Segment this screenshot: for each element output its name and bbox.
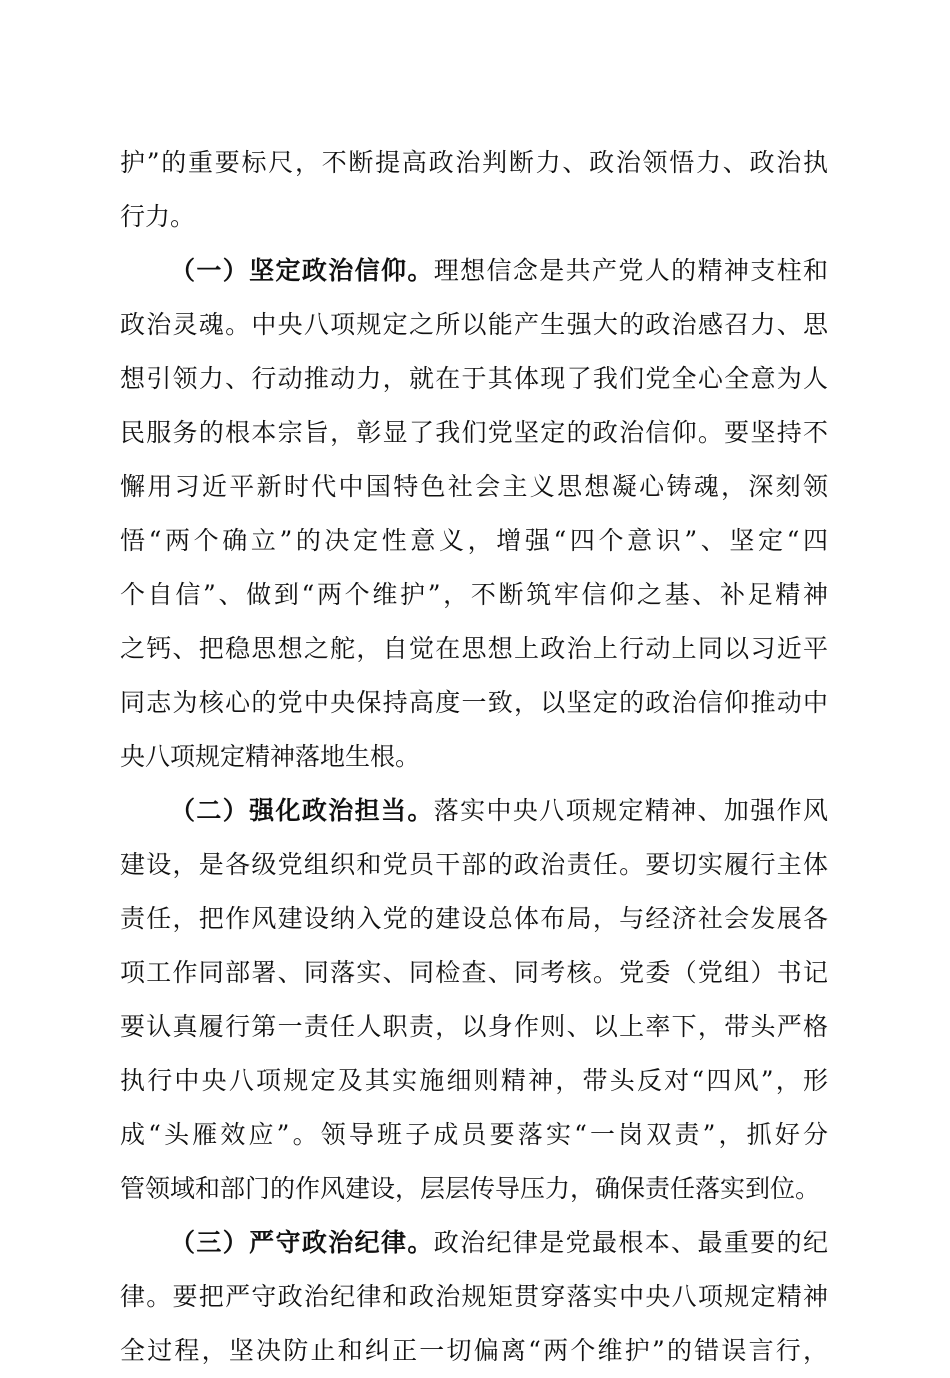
section-heading: （三）严守政治纪律。 [170,1228,434,1257]
text-span: 落实中央八项规定精神、加强作风 [433,796,828,825]
text-line: 民服务的根本宗旨，彰显了我们党坚定的政治信仰。要坚持不 [120,418,828,447]
text-line: 责任，把作风建设纳入党的建设总体布局，与经济社会发展各 [120,904,828,933]
text-span: 政治纪律是党最根本、最重要的纪 [433,1228,828,1257]
text-line: 管领域和部门的作风建设，层层传导压力，确保责任落实到位。 [120,1174,821,1203]
text-line: 要认真履行第一责任人职责，以身作则、以上率下，带头严格 [120,1012,828,1041]
text-line: 执行中央八项规定及其实施细则精神，带头反对“四风”，形 [120,1066,828,1095]
paragraph-first-line [120,784,828,838]
section-heading: （一）坚定政治信仰。 [170,256,434,285]
section-heading: （二）强化政治担当。 [170,796,434,825]
text-line: 护”的重要标尺，不断提高政治判断力、政治领悟力、政治执 [120,148,828,177]
text-line: 政治灵魂。中央八项规定之所以能产生强大的政治感召力、思 [120,310,828,339]
text-line: 之钙、把稳思想之舵，自觉在思想上政治上行动上同以习近平 [120,634,828,663]
text-line: 建设，是各级党组织和党员干部的政治责任。要切实履行主体 [120,850,828,879]
text-line: 行力。 [120,202,196,231]
paragraph-first-line [120,1216,828,1270]
paragraph-first-line [120,244,828,298]
text-span: 理想信念是共产党人的精神支柱和 [433,256,828,285]
text-line: 项工作同部署、同落实、同检查、同考核。党委（党组）书记 [120,958,828,987]
body-text [120,136,828,1378]
text-line: 央八项规定精神落地生根。 [120,742,421,771]
text-line: 懈用习近平新时代中国特色社会主义思想凝心铸魂，深刻领 [120,472,828,501]
text-line: 个自信”、做到“两个维护”，不断筑牢信仰之基、补足精神 [120,580,828,609]
text-line: 律。要把严守政治纪律和政治规矩贯穿落实中央八项规定精神 [120,1282,828,1311]
text-line: 想引领力、行动推动力，就在于其体现了我们党全心全意为人 [120,364,828,393]
text-line: 全过程，坚决防止和纠正一切偏离“两个维护”的错误言行， [120,1336,828,1365]
text-line: 同志为核心的党中央保持高度一致，以坚定的政治信仰推动中 [120,688,828,717]
text-line: 成“头雁效应”。领导班子成员要落实“一岗双责”，抓好分 [120,1120,828,1149]
text-line: 悟“两个确立”的决定性意义，增强“四个意识”、坚定“四 [120,526,828,555]
